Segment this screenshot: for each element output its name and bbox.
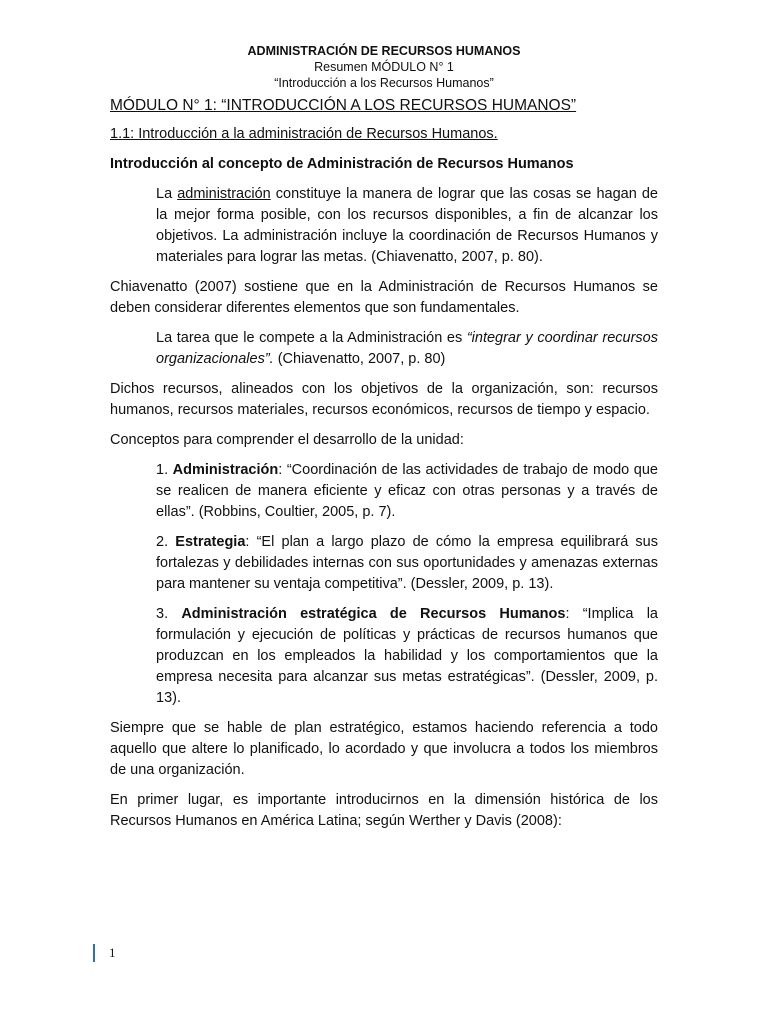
header-subtitle: Resumen MÓDULO N° 1 — [314, 60, 454, 74]
concept-item — [110, 532, 658, 595]
page-number: 1 — [109, 945, 116, 960]
header-topic: “Introducción a los Recursos Humanos” — [274, 76, 494, 90]
concept-term: Estrategia — [175, 534, 246, 550]
definition-paragraph — [110, 184, 658, 268]
italic-quote: “integrar y coordinar recursos organizacionales”. — [156, 330, 658, 367]
concept-item — [110, 460, 658, 523]
paragraph-concepts-intro: Conceptos para comprender el desarrollo de la unidad: — [110, 432, 464, 448]
text-span: constituye la manera de lograr que las cosas se hagan de la mejor forma posible, con los recursos disponibles, a fin de alcanzar los objetivos. La administración incluye la coordinación de Recursos Humanos y materiales para lograr las metas. (Chiavenatto, 2007, p. 80). — [156, 186, 658, 265]
document-body — [110, 95, 658, 841]
concept-text: : “Coordinación de las actividades de trabajo de modo que se realicen de manera eficiente y eficaz con otras personas y a través de ellas”. (Robbins, Coultier, 2005, p. 7). — [156, 462, 658, 520]
module-title: MÓDULO N° 1: “INTRODUCCIÓN A LOS RECURSOS HUMANOS” — [110, 97, 577, 114]
text-span: (Chiavenatto, 2007, p. 80) — [273, 351, 446, 367]
concept-number: 2. — [156, 534, 176, 550]
subsection-title: 1.1: Introducción a la administración de Recursos Humanos. — [110, 126, 498, 142]
quote-paragraph — [110, 328, 658, 370]
concept-text: : “Implica la formulación y ejecución de políticas y prácticas de recursos humanos que produzcan en los empleados la habilidad y los comportamientos que la empresa necesita para alcanzar sus metas estratégicas”. (Dessler, 2009, p. 13). — [156, 606, 658, 706]
paragraph-strategic-plan: Siempre que se hable de plan estratégico, estamos haciendo referencia a todo aquello que altere lo planificado, lo acordado y que involucra a todos los miembros de una organización. — [110, 720, 658, 778]
concept-term: Administración — [172, 462, 279, 478]
section-title: Introducción al concepto de Administración de Recursos Humanos — [110, 156, 574, 172]
header-title: ADMINISTRACIÓN DE RECURSOS HUMANOS — [247, 44, 521, 58]
paragraph-chiavenatto: Chiavenatto (2007) sostiene que en la Administración de Recursos Humanos se deben considerar diferentes elementos que son fundamentales. — [110, 279, 658, 316]
concept-number: 1. — [156, 462, 173, 478]
text-span: La — [156, 186, 178, 202]
page-footer — [93, 944, 116, 962]
footer-accent-bar — [93, 944, 95, 962]
paragraph-history-intro: En primer lugar, es importante introducirnos en la dimensión histórica de los Recursos Humanos en América Latina; según Werther y Davis (2008): — [110, 792, 658, 829]
concept-number: 3. — [156, 606, 182, 622]
paragraph-resources: Dichos recursos, alineados con los objetivos de la organización, son: recursos humanos, recursos materiales, recursos económicos, recursos de tiempo y espacio. — [110, 381, 658, 418]
concept-term: Administración estratégica de Recursos Humanos — [181, 606, 566, 622]
concept-text: : “El plan a largo plazo de cómo la empresa equilibrará sus fortalezas y debilidades internas con sus oportunidades y amenazas externas para mantener su ventaja competitiva”. (Dessler, 2009, p. 13). — [156, 534, 659, 592]
administracion-link[interactable]: administración — [177, 186, 271, 202]
text-span: La tarea que le compete a la Administración es — [156, 330, 467, 346]
concept-item — [110, 604, 658, 709]
document-header — [0, 43, 768, 91]
